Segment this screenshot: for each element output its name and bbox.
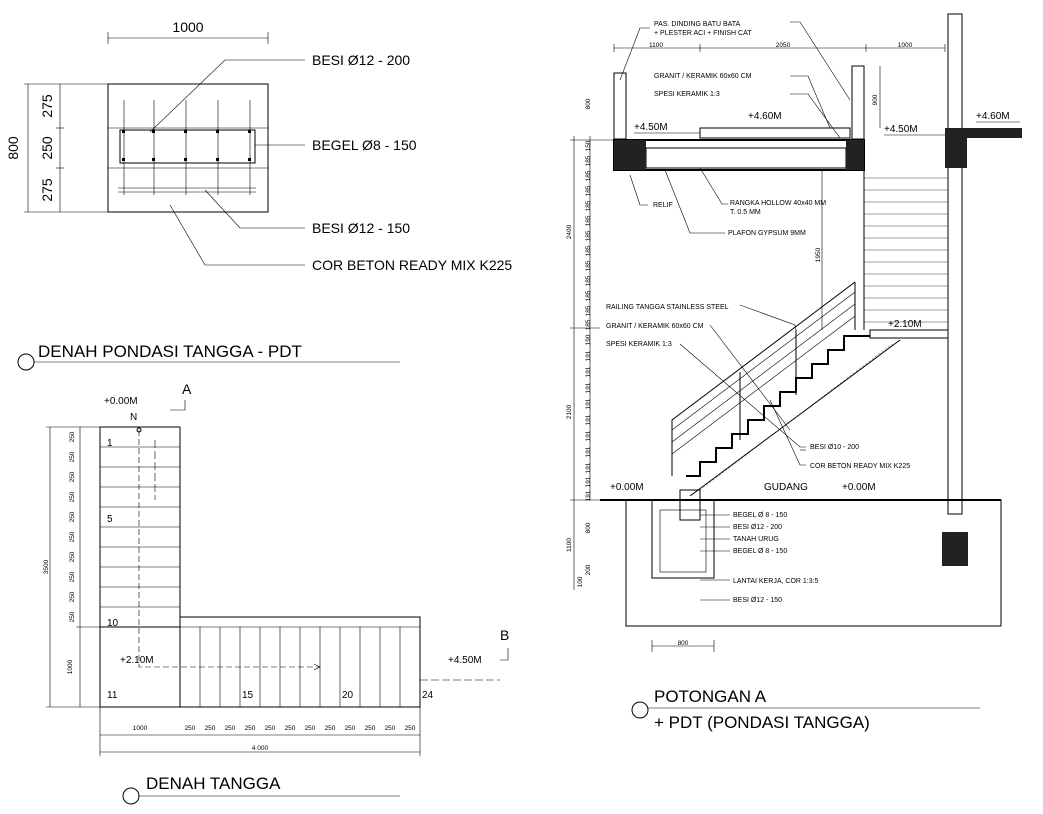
section-b-marker: B (500, 627, 510, 643)
riser-dim: 185 (585, 170, 592, 182)
stair-dim-bottom-total: 4 000 (251, 745, 269, 752)
label-plafon: PLAFON GYPSUM 9MM (728, 230, 806, 237)
column-footing (942, 532, 968, 566)
foundation-plan (5, 19, 512, 370)
title-marker-icon (18, 354, 34, 370)
riser-dim: 191 (585, 398, 592, 410)
label-besi-top: BESI Ø12 - 200 (312, 52, 411, 68)
label-granit-top: GRANIT / KERAMIK 60x60 CM (654, 73, 752, 80)
label-wall: PAS. DINDING BATU BATA (654, 21, 741, 28)
riser-dim: 191 (585, 476, 592, 488)
stair-dim-bottom-first: 1000 (132, 725, 148, 732)
stair-dim-bottom-step: 250 (364, 725, 376, 732)
section-dim-1100: 1100 (649, 42, 663, 49)
step-number-15: 15 (242, 690, 254, 701)
label-wall-2: + PLESTER ACI + FINISH CAT (654, 30, 752, 37)
label-rangka: RANGKA HOLLOW 40x40 MM (730, 200, 827, 207)
label-besi-bottom: BESI Ø12 - 150 (312, 220, 411, 236)
section-a-marker: A (182, 381, 192, 397)
riser-dim: 185 (585, 185, 592, 197)
stair-dim-left-step: 250 (69, 611, 76, 623)
label-tanah: TANAH URUG (733, 536, 779, 543)
stair-dim-left-step: 250 (69, 511, 76, 523)
step-number-5: 5 (107, 514, 113, 525)
level-450-b: +4.50M (884, 124, 918, 135)
riser-dim: 185 (585, 275, 592, 287)
step-number-10: 10 (107, 618, 119, 629)
level-000-b: +0.00M (842, 482, 876, 493)
wall-right (948, 14, 962, 514)
section-dim-1100: 1100 (566, 538, 573, 552)
label-lantai: LANTAI KERJA, COR 1:3:5 (733, 578, 819, 585)
label-besi-12b: BESI Ø12 - 150 (733, 597, 783, 604)
label-relif: RELIF (653, 202, 673, 209)
level-landing: +2.10M (120, 655, 154, 666)
stair-dim-left-step: 250 (69, 431, 76, 443)
stair-dim-bottom-step: 250 (404, 725, 416, 732)
riser-dim: 185 (585, 305, 592, 317)
title-marker-icon (123, 788, 139, 804)
stair-dim-left-total: 3500 (43, 559, 50, 575)
section-dim-800: 800 (585, 98, 592, 110)
rebar-dots (122, 130, 251, 161)
foundation-dim-part-1: 275 (39, 94, 55, 118)
riser-dim: 185 (585, 290, 592, 302)
riser-dim: 185 (585, 200, 592, 212)
upper-slab (614, 140, 864, 170)
stair-dim-bottom-step: 250 (384, 725, 396, 732)
level-000-a: +0.00M (610, 482, 644, 493)
stair-dim-bottom-step: 250 (324, 725, 336, 732)
riser-dim: 191 (585, 366, 592, 378)
riser-dim: 185 (585, 319, 592, 331)
stair-dim-bottom-step: 250 (244, 725, 256, 732)
stair-dim-left-step: 250 (69, 551, 76, 563)
riser-dim: 191 (585, 462, 592, 474)
label-besi-10: BESI Ø10 - 200 (810, 444, 860, 451)
level-460-b: +4.60M (976, 111, 1010, 122)
stair-dim-left-step: 250 (69, 531, 76, 543)
section-title-2: + PDT (PONDASI TANGGA) (654, 713, 870, 732)
stair-dim-left-step: 250 (69, 471, 76, 483)
label-railing: RAILING TANGGA STAINLESS STEEL (606, 304, 729, 311)
label-cor-beton-section: COR BETON READY MIX K225 (810, 463, 911, 470)
riser-dim: 191 (585, 350, 592, 362)
section-a (566, 14, 1022, 732)
label-begel-1: BEGEL Ø 8 - 150 (733, 512, 788, 519)
section-dim-1950: 1950 (815, 247, 822, 263)
label-cor-beton: COR BETON READY MIX K225 (312, 257, 513, 273)
level-460-a: +4.60M (748, 111, 782, 122)
label-rangka-2: T. 0.5 MM (730, 209, 761, 216)
riser-dim: 185 (585, 155, 592, 167)
riser-dims-lower (585, 334, 592, 501)
stair-dim-left-step: 250 (69, 591, 76, 603)
section-title-1: POTONGAN A (654, 687, 767, 706)
riser-dim: 191 (585, 382, 592, 394)
section-dim-100: 100 (577, 576, 584, 588)
stair-dim-bottom-step: 250 (284, 725, 296, 732)
label-begel-2: BEGEL Ø 8 - 150 (733, 548, 788, 555)
step-number-11: 11 (107, 690, 118, 701)
riser-dim: 185 (585, 215, 592, 227)
foundation-dim-total: 800 (5, 136, 21, 160)
section-dim-200: 200 (585, 564, 592, 576)
riser-dim: 191 (585, 446, 592, 458)
label-gudang: GUDANG (764, 482, 808, 493)
level-450-a: +4.50M (634, 122, 668, 133)
foundation-plan-title: DENAH PONDASI TANGGA - PDT (38, 342, 302, 361)
label-spesi-mid: SPESI KERAMIK 1:3 (606, 341, 672, 348)
section-dim-800b: 800 (585, 522, 592, 534)
stair-dim-bottom-step: 250 (184, 725, 196, 732)
riser-dim: 191 (585, 430, 592, 442)
stair-dim-left-step: 250 (69, 451, 76, 463)
stair-dim-bottom-steps (185, 725, 416, 732)
stair-dim-left-lower: 1000 (67, 659, 74, 675)
stair-dim-bottom-step: 250 (224, 725, 236, 732)
section-dim-900: 900 (872, 94, 879, 106)
section-dim-2400: 2400 (566, 224, 573, 240)
stair-dim-left-step: 250 (69, 571, 76, 583)
level-top: +4.50M (448, 655, 482, 666)
stair-plan (43, 381, 509, 804)
landing-slab (870, 330, 948, 338)
foundation-dim-top: 1000 (172, 19, 204, 35)
stair-plan-title: DENAH TANGGA (146, 774, 281, 793)
riser-dim: 191 (585, 414, 592, 426)
stair-dim-bottom-step: 250 (264, 725, 276, 732)
stair-dim-left-step: 250 (69, 491, 76, 503)
title-marker-icon (632, 702, 648, 718)
wall-mid (852, 66, 864, 139)
level-start: +0.00M (104, 396, 138, 407)
step-number-20: 20 (342, 690, 354, 701)
stair-dim-bottom-step: 250 (204, 725, 216, 732)
section-dim-1000: 1000 (897, 42, 913, 49)
riser-dim: 185 (585, 260, 592, 272)
label-besi-12: BESI Ø12 - 200 (733, 524, 783, 531)
rebar-vertical (118, 100, 256, 195)
stair-steps (686, 336, 870, 476)
wall-left (614, 73, 626, 139)
section-dim-found: 800 (677, 640, 689, 647)
footing-outline (108, 84, 268, 212)
riser-dim: 150 (585, 140, 592, 152)
stair-dim-bottom-step: 250 (344, 725, 356, 732)
riser-dim: 185 (585, 230, 592, 242)
foundation-dim-part-2: 250 (39, 136, 55, 160)
stair-dim-left-steps (69, 431, 76, 622)
stair-dim-bottom-step: 250 (304, 725, 316, 732)
column-outline (120, 130, 255, 163)
step-number-24: 24 (422, 690, 434, 701)
riser-dim: 185 (585, 245, 592, 257)
riser-dim: 191 (585, 490, 592, 502)
label-spesi-top: SPESI KERAMIK 1:3 (654, 91, 720, 98)
riser-dims-upper (585, 140, 592, 330)
riser-dim: 190 (585, 334, 592, 346)
section-dim-2100: 2100 (566, 404, 573, 420)
label-begel: BEGEL Ø8 - 150 (312, 137, 417, 153)
label-granit-mid: GRANIT / KERAMIK 60x60 CM (606, 323, 704, 330)
step-number-1: 1 (107, 438, 113, 449)
section-dim-2050: 2050 (775, 42, 791, 49)
upper-stair-hatch (864, 170, 948, 330)
foundation-dim-part-3: 275 (39, 178, 55, 202)
north-marker: N (130, 412, 138, 423)
level-210: +2.10M (888, 319, 922, 330)
